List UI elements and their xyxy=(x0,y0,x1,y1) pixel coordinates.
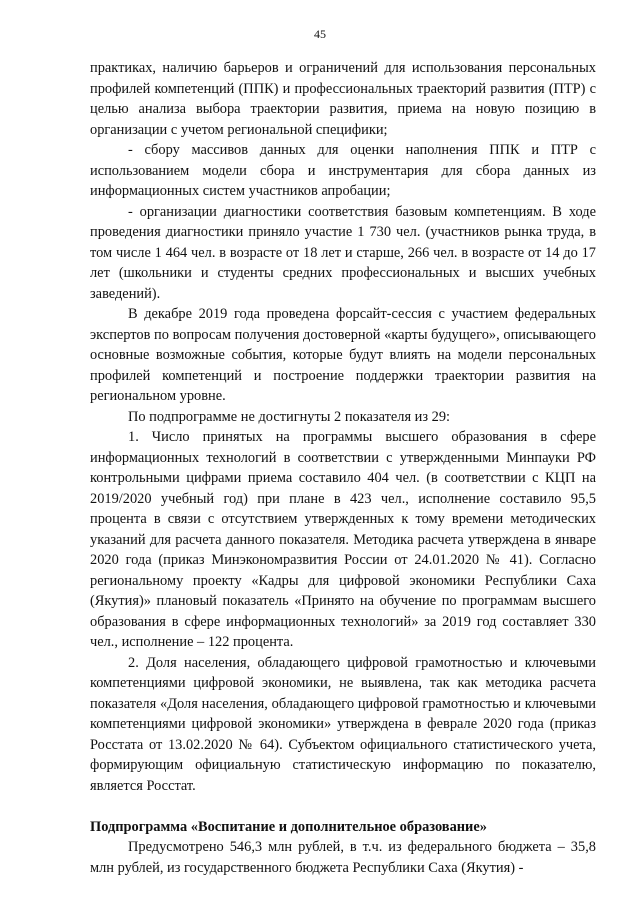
section-heading: Подпрограмма «Воспитание и дополнительное образование» xyxy=(90,818,487,835)
section-spacer xyxy=(90,796,596,817)
paragraph-practices: практиках, наличию барьеров и ограничений для использования персональных профилей компетенций (ППК) и профессиональных траекторий развития (ПТР) с целью анализа выбора траектории развития, приема на новую позицию в организации с учетом региональной специфики; xyxy=(90,60,596,138)
paragraph-foresight-session: В декабре 2019 года проведена форсайт-сессия с участием федеральных экспертов по вопросам получения достоверной «карты будущего», описывающего основные возможные события, которые будут влиять на модели персональных профилей компетенций и построение поддержки траектории развития на региональном уровне. xyxy=(90,306,596,404)
paragraph-indicator-2: 2. Доля населения, обладающего цифровой грамотностью и ключевыми компетенциями цифровой экономики, не выявлена, так как методика расчета показателя «Доля населения, обладающего цифровой грамотностью и ключевыми компетенциями цифровой экономики» утверждена в феврале 2020 года (приказ Росстата от 13.02.2020 № 64). Субъектом официального статистического учета, формирующим официальную статистическую информацию по показателю, является Росстат. xyxy=(90,654,596,794)
paragraph-diagnostics: - организации диагностики соответствия базовым компетенциям. В ходе проведения диагностики приняло участие 1 730 чел. (участников рынка труда, в том числе 1 464 чел. в возрасте от 18 лет и старше, 266 чел. в возрасте от 14 до 17 лет (школьники и студенты средних профессиональных и высших учебных заведений). xyxy=(90,203,596,302)
document-body xyxy=(90,58,596,878)
paragraph-data-collection: - сбору массивов данных для оценки наполнения ППК и ПТР с использованием модели сбора и инструментария для сбора данных из информационных систем участников апробации; xyxy=(90,142,596,199)
paragraph-indicator-1: 1. Число принятых на программы высшего образования в сфере информационных технологий в соответствии с утвержденными Минпауки РФ контрольными цифрами приема составило 404 чел. (в соответствии с КЦП на 2019/2020 учебный год) при плане в 423 чел., исполнение составило 95,5 процента в связи с отсутствием утвержденных к тому времени методических указаний для расчета данного показателя. Методика расчета утверждена в январе 2020 года (приказ Минэкономразвития России от 24.01.2020 № 41). Согласно региональному проекту «Кадры для цифровой экономики Республики Саха (Якутия)» плановый показатель «Принято на обучение по программам высшего образования в сфере информационных технологий» за 2019 год составляет 330 чел., исполнение – 122 процента. xyxy=(90,429,596,650)
page-number: 45 xyxy=(314,27,326,41)
paragraph-funding: Предусмотрено 546,3 млн рублей, в т.ч. из федерального бюджета – 35,8 млн рублей, из государственного бюджета Республики Саха (Якутия) - xyxy=(90,839,596,876)
paragraph-indicators-intro: По подпрограмме не достигнуты 2 показателя из 29: xyxy=(128,408,451,425)
